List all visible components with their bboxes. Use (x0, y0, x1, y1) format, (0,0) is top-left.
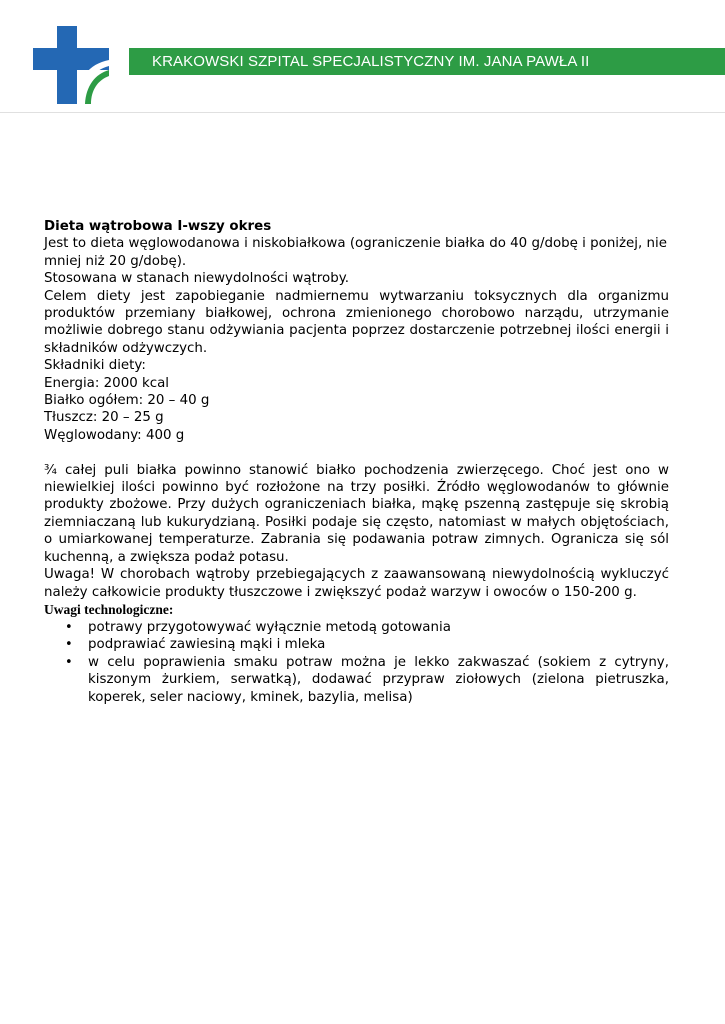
list-item-text: w celu poprawienia smaku potraw można je lekko zakwaszać (sokiem z cytryny, kiszonym żurkiem, serwatką), dodawać przypraw ziołowych (zielona pietruszka, koperek, seler naciowy, kminek, bazylia, melisa) (88, 654, 669, 705)
list-item (44, 619, 669, 636)
list-item-text: podprawiać zawiesiną mąki i mleka (88, 637, 326, 653)
ingredient-fat: Tłuszcz: 20 – 25 g (44, 410, 164, 426)
tech-notes-heading: Uwagi technologiczne: (44, 601, 174, 617)
list-item-text: potrawy przygotowywać wyłącznie metodą gotowania (88, 619, 451, 635)
bullet-icon: • (65, 654, 73, 670)
usage-paragraph: Stosowana w stanach niewydolności wątroby. (44, 271, 349, 287)
ingredient-carbs: Węglowodany: 400 g (44, 427, 185, 443)
hospital-name-banner: KRAKOWSKI SZPITAL SPECJALISTYCZNY IM. JANA PAWŁA II (129, 48, 725, 75)
list-item (44, 654, 669, 706)
spacer (44, 444, 669, 461)
details-paragraph: ¾ całej puli białka powinno stanowić białko pochodzenia zwierzęcego. Choć jest ono w niewielkiej ilości powinno być rozłożone na trzy posiłki. Źródło węglowodanów to głównie produkty zbożowe. Przy dużych ograniczeniach białka, mąkę pszenną zastępuje się skrobią ziemniaczaną lub kukurydzianą. Posiłki podaje się często, natomiast w małych objętościach, o umiarkowanej temperaturze. Zabrania się podawania potraw zimnych. Ogranicza się sól kuchenną, a zwiększa podaż potasu. (44, 462, 669, 565)
warning-paragraph: Uwaga! W chorobach wątroby przebiegających z zaawansowaną niewydolnością wykluczyć należy całkowicie produkty tłuszczowe i zwiększyć podaż warzyw i owoców o 150-200 g. (44, 567, 669, 600)
ingredient-protein: Białko ogółem: 20 – 40 g (44, 393, 210, 409)
goal-paragraph: Celem diety jest zapobieganie nadmiernemu wytwarzaniu toksycznych dla organizmu produktów przemiany białkowej, ochrona zmienionego chorobowo narządu, utrzymanie możliwie dobrego stanu odżywiania pacjenta poprzez dostarczenie potrzebnej ilości energii i składników odżywczych. (44, 288, 669, 356)
page-header (0, 0, 725, 113)
hospital-cross-icon (33, 26, 109, 104)
list-item (44, 636, 669, 653)
diet-document (44, 218, 669, 706)
intro-paragraph: Jest to dieta węglowodanowa i niskobiałkowa (ograniczenie białka do 40 g/dobę i poniżej, nie mniej niż 20 g/dobę). (44, 236, 667, 269)
bullet-icon: • (65, 619, 73, 635)
document-title: Dieta wątrobowa I-wszy okres (44, 219, 272, 234)
bullet-icon: • (65, 637, 73, 653)
ingredient-energy: Energia: 2000 kcal (44, 375, 170, 391)
ingredients-heading: Składniki diety: (44, 358, 146, 374)
tech-notes-list (44, 619, 669, 706)
